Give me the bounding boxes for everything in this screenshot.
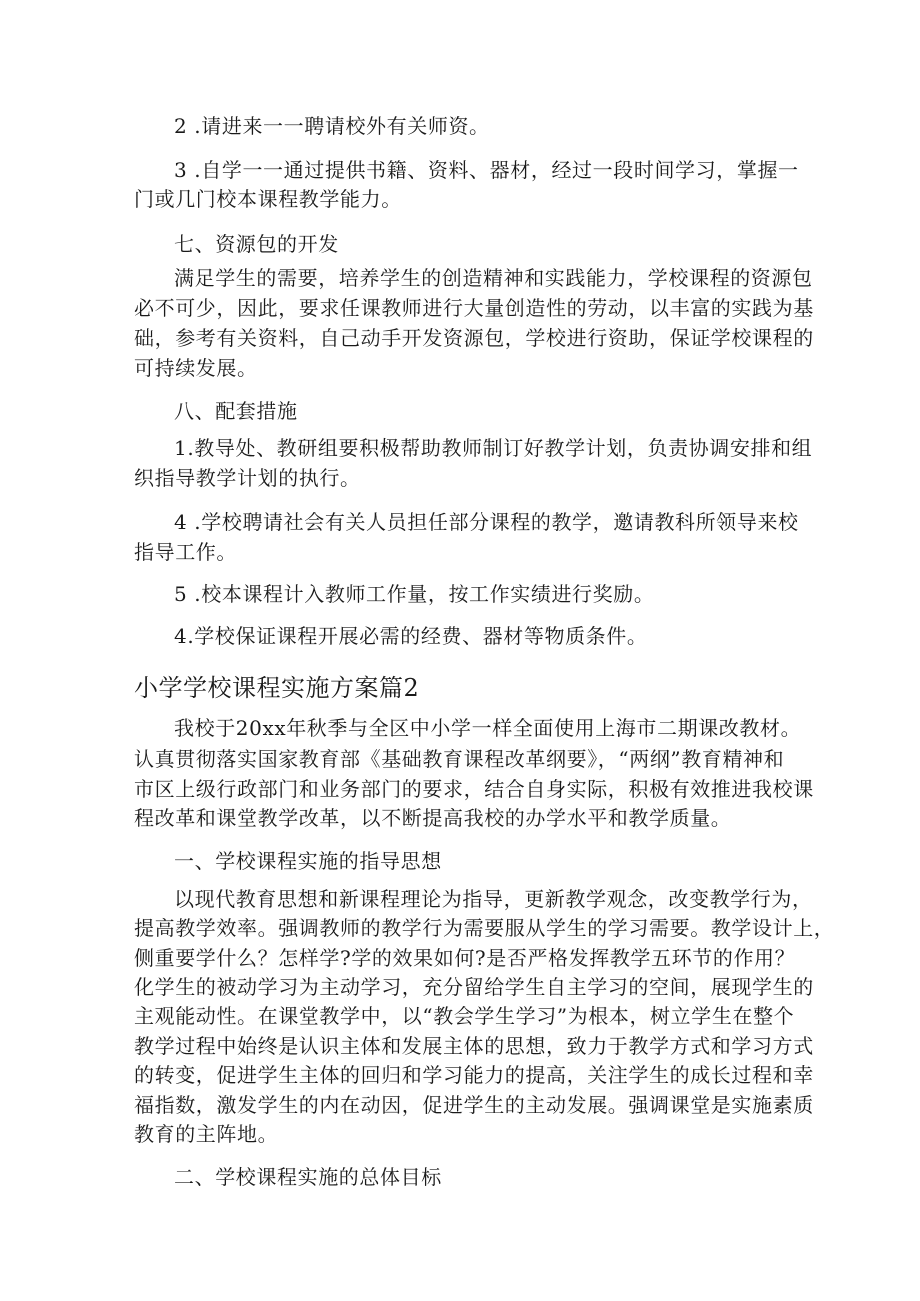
- text-line: 我校于20xx年秋季与全区中小学一样全面使用上海市二期课改教材。: [174, 716, 802, 740]
- text-line: 程改革和课堂教学改革，以不断提高我校的办学水平和教学质量。: [134, 806, 732, 830]
- text-line: 可持续发展。: [134, 356, 258, 380]
- text-line: 以现代教育思想和新课程理论为指导，更新教学观念，改变教学行为，: [174, 887, 813, 911]
- text-line: 指导工作。: [134, 540, 237, 564]
- text-line: 础，参考有关资料，自己动手开发资源包，学校进行资助，保证学校课程的: [134, 326, 814, 350]
- text-line: 教育的主阵地。: [134, 1122, 279, 1146]
- text-line: 5 .校本课程计入教师工作量，按工作实绩进行奖励。: [174, 582, 655, 606]
- section-subheading: 七、资源包的开发: [174, 232, 339, 256]
- text-line: 必不可少，因此，要求任课教师进行大量创造性的劳动，以丰富的实践为基: [134, 296, 814, 320]
- text-line: 教学过程中始终是认识主体和发展主体的思想，致力于教学方式和学习方式: [134, 1034, 814, 1058]
- text-line: 织指导教学计划的执行。: [134, 466, 361, 490]
- text-line: 的转变，促进学生主体的回归和学习能力的提高，关注学生的成长过程和幸: [134, 1063, 814, 1087]
- section-heading: 小学学校课程实施方案篇2: [134, 674, 420, 702]
- text-line: 3 .自学一一通过提供书籍、资料、器材，经过一段时间学习，掌握一: [174, 158, 799, 182]
- text-line: 认真贯彻落实国家教育部《基础教育课程改革纲要》，“两纲”教育精神和: [134, 747, 785, 771]
- text-line: 1.教导处、教研组要积极帮助教师制订好教学计划，负责协调安排和组: [174, 436, 813, 460]
- text-line: 市区上级行政部门和业务部门的要求，结合自身实际，积极有效推进我校课: [134, 777, 814, 801]
- text-line: 2 .请进来一一聘请校外有关师资。: [174, 114, 490, 138]
- section-subheading: 一、学校课程实施的指导思想: [174, 849, 442, 873]
- section-subheading: 八、配套措施: [174, 399, 298, 423]
- text-line: 4 .学校聘请社会有关人员担任部分课程的教学，邀请教科所领导来校: [174, 510, 799, 534]
- text-line: 主观能动性。在课堂教学中，以“教会学生学习”为根本，树立学生在整个: [134, 1004, 795, 1028]
- text-line: 4.学校保证课程开展必需的经费、器材等物质条件。: [174, 624, 648, 648]
- text-line: 门或几门校本课程教学能力。: [134, 187, 402, 211]
- text-line: 福指数，激发学生的内在动因，促进学生的主动发展。强调课堂是实施素质: [134, 1093, 814, 1117]
- section-subheading: 二、学校课程实施的总体目标: [174, 1165, 442, 1189]
- text-line: 满足学生的需要，培养学生的创造精神和实践能力，学校课程的资源包: [174, 266, 813, 290]
- text-line: 提高教学效率。强调教师的教学行为需要服从学生的学习需要。教学设计上，: [134, 916, 835, 940]
- text-line: 化学生的被动学习为主动学习，充分留给学生自主学习的空间，展现学生的: [134, 975, 814, 999]
- text-line: 侧重要学什么？怎样学?学的效果如何?是否严格发挥教学五环节的作用？: [134, 946, 796, 970]
